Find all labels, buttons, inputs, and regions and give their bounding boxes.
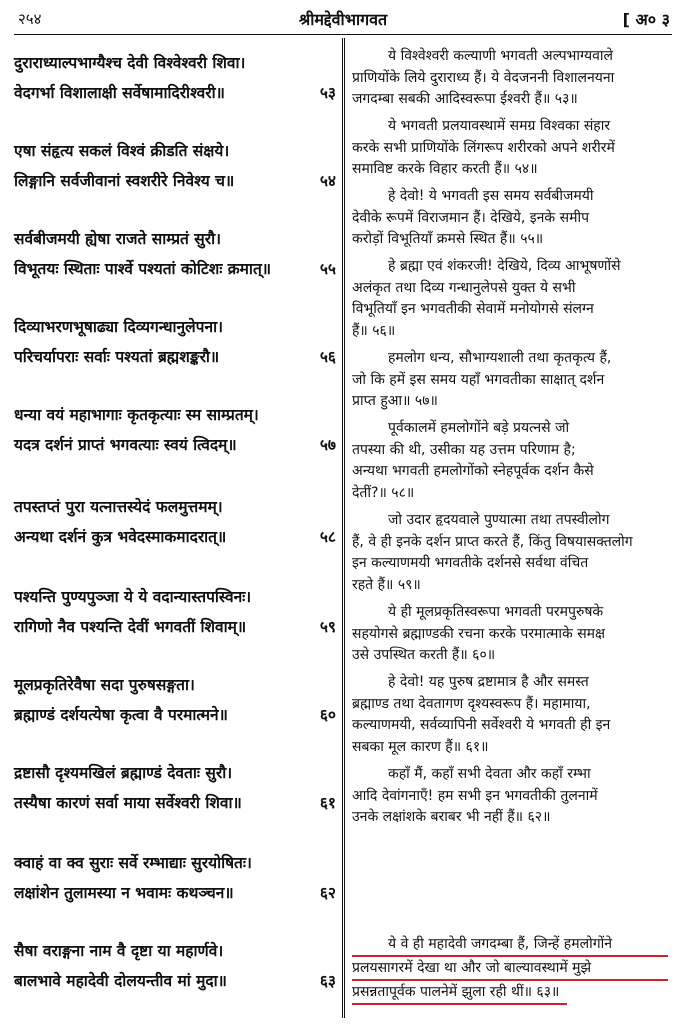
page-number: २५४ [18,10,42,28]
verse-number: ५९ [319,618,336,636]
page-header [14,4,672,35]
verse-60 [14,670,336,730]
verse-line: यदत्र दर्शनं प्राप्तं भगवत्याः स्वयं त्विदम्॥ ५७ [14,430,336,460]
translation-59: जो उदार हृदयवाले पुण्यात्मा तथा तपस्वीलोग हैं, वे ही इनके दर्शन प्राप्त करते हैं, किंतु विषयासक्तलोग इन कल्याणमयी भगवतीके दर्शनसे सर्वथा वंचित रहते हैं॥ ५९॥ [352,512,633,593]
verse-59 [14,582,336,642]
verse-line: सर्वबीजमयी ह्येषा राजते साम्प्रतं सुरौ। [14,230,221,248]
verse-number: ६२ [319,884,336,902]
verse-line: ब्रह्माण्डं दर्शयत्येषा कृत्वा वै परमात्मने॥ ६० [14,700,336,730]
column-divider [342,38,345,1018]
verse-number: ६१ [319,794,336,812]
verse-line: क्वाहं वा क्व सुराः सर्वे रम्भाद्याः सुरयोषितः। [14,854,252,872]
translation-55: हे देवो! ये भगवती इस समय सर्वबीजमयी देवीके रूपमें विराजमान हैं। देखिये, इनके समीप करोड़ों विभूतियाँ क्रमसे स्थित हैं॥ ५५॥ [352,188,594,247]
verse-58 [14,492,336,552]
translation-57: हमलोग धन्य, सौभाग्यशाली तथा कृतकृत्य हैं, जो कि हमें इस समय यहाँ भगवतीका साक्षात् दर्शन प्राप्त हुआ॥ ५७॥ [352,350,612,409]
verse-61 [14,758,336,818]
translation-54: ये भगवती प्रलयावस्थामें समग्र विश्वका संहार करके सभी प्राणियोंके लिंगरूप शरीरको अपने शरीरमें समाविष्ट करके विहार करती हैं॥ ५४॥ [352,118,615,177]
red-underline [352,955,668,957]
translation-53: ये विश्वेश्वरी कल्याणी भगवती अल्पभाग्यवाले प्राणियोंके लिये दुराराध्य हैं। ये वेदजननी विशालनयना जगदम्बा सबकी आदिस्वरूपा ईश्वरी हैं॥ ५३॥ [352,48,615,107]
verse-line: दिव्याभरणभूषाढ्या दिव्यगन्धानुलेपना। [14,318,223,336]
translation-60: ये ही मूलप्रकृतिस्वरूपा भगवती परमपुरुषके सहयोगसे ब्रह्माण्डकी रचना करके परमात्माके समक्ष उसे उपस्थित करती हैं॥ ६०॥ [352,604,606,663]
translation-61: हे देवो! यह पुरुष द्रष्टामात्र है और समस्त ब्रह्माण्ड तथा देवतागण दृश्यस्वरूप हैं। महामाया, कल्याणमयी, सर्वव्यापिनी सर्वेश्वरी ये भगवती ही इन सबका मूल कारण हैं॥ ६१॥ [352,674,611,755]
verse-line: दुराराध्याल्पभाग्यैश्च देवी विश्वेश्वरी शिवा। [14,54,246,72]
verse-number: ६३ [319,972,336,990]
verse-number: ६० [319,706,336,724]
verse-line: रागिणो नैव पश्यन्ति देवीं भगवतीं शिवाम्॥ ५९ [14,612,336,642]
verse-number: ५३ [319,84,336,102]
verse-line: धन्या वयं महाभागाः कृतकृत्याः स्म साम्प्रतम्। [14,406,259,424]
verse-62 [14,848,336,908]
chapter-marker: [ अ० ३ [622,10,670,29]
verse-63 [14,936,336,996]
verse-number: ५८ [319,528,336,546]
verse-55 [14,224,336,284]
translation-62: कहाँ मैं, कहाँ सभी देवता और कहाँ रम्भा आदि देवांगनाएँ! हम सभी इन भगवतीकी तुलनामें उनके लक्षांशके बराबर भी नहीं हैं॥ ६२॥ [352,766,598,825]
verse-line: पश्यन्ति पुण्यपुञ्जा ये ये वदान्यास्तपस्विनः। [14,588,252,606]
verse-line: लिङ्गानि सर्वजीवानां स्वशरीरे निवेश्य च॥ ५४ [14,166,336,196]
translation-58: पूर्वकालमें हमलोगोंने बड़े प्रयत्नसे जो तपस्या की थी, उसीका यह उत्तम परिणाम है; अन्यथा भगवती हमलोगोंको स्नेहपूर्वक दर्शन कैसे देतीं?॥ ५८॥ [352,420,594,501]
verse-line: परिचर्यापराः सर्वाः पश्यतां ब्रह्मशङ्करौ॥ ५६ [14,342,336,372]
verse-56 [14,312,336,372]
verse-number: ५७ [319,436,336,454]
red-underline [352,1003,567,1005]
verse-line: अन्यथा दर्शनं कुत्र भवेदस्माकमादरात्॥ ५८ [14,522,336,552]
verse-line: द्रष्टासौ दृश्यमखिलं ब्रह्माण्डं देवताः सुरौ। [14,764,233,782]
verse-number: ५५ [319,260,336,278]
verse-line: वेदगर्भा विशालाक्षी सर्वेषामादिरीश्वरी॥ ५३ [14,78,336,108]
verse-line: मूलप्रकृतिरेवैषा सदा पुरुषसङ्गता। [14,676,195,694]
verse-number: ५६ [319,348,336,366]
verse-number: ५४ [319,172,336,190]
verse-line: एषा संहृत्य सकलं विश्वं क्रीडति संक्षये। [14,142,230,160]
red-underline [352,979,668,981]
verse-line: विभूतयः स्थिताः पार्श्वे पश्यतां कोटिशः क्रमात्॥ ५५ [14,254,336,284]
verse-line: तपस्तप्तं पुरा यत्नात्तस्येदं फलमुत्तमम्। [14,498,223,516]
verse-54 [14,136,336,196]
verse-line: तस्यैषा कारणं सर्वा माया सर्वेश्वरी शिवा॥ ६१ [14,788,336,818]
translation-56: हे ब्रह्मा एवं शंकरजी! देखिये, दिव्य आभूषणोंसे अलंकृत तथा दिव्य गन्धानुलेपसे युक्त ये सभी विभूतियाँ इन भगवतीकी सेवामें मनोयोगसे संलग्न हैं॥ ५६॥ [352,258,621,339]
verse-line: बालभावे महादेवी दोलयन्तीव मां मुदा॥ ६३ [14,966,336,996]
book-title: श्रीमद्देवीभागवत [298,10,388,29]
verse-line: सैषा वराङ्गना नाम वै दृष्टा या महार्णवे। [14,942,224,960]
verse-53 [14,48,336,108]
verse-line: लक्षांशेन तुलामस्या न भवामः कथञ्चन॥ ६२ [14,878,336,908]
verse-57 [14,400,336,460]
translation-63: ये वे ही महादेवी जगदम्बा हैं, जिन्हें हमलोगोंने प्रलयसागरमें देखा था और जो बाल्यावस्थामें मुझे प्रसन्नतापूर्वक पालनेमें झुला रही थीं॥ ६३॥ [352,936,612,1000]
